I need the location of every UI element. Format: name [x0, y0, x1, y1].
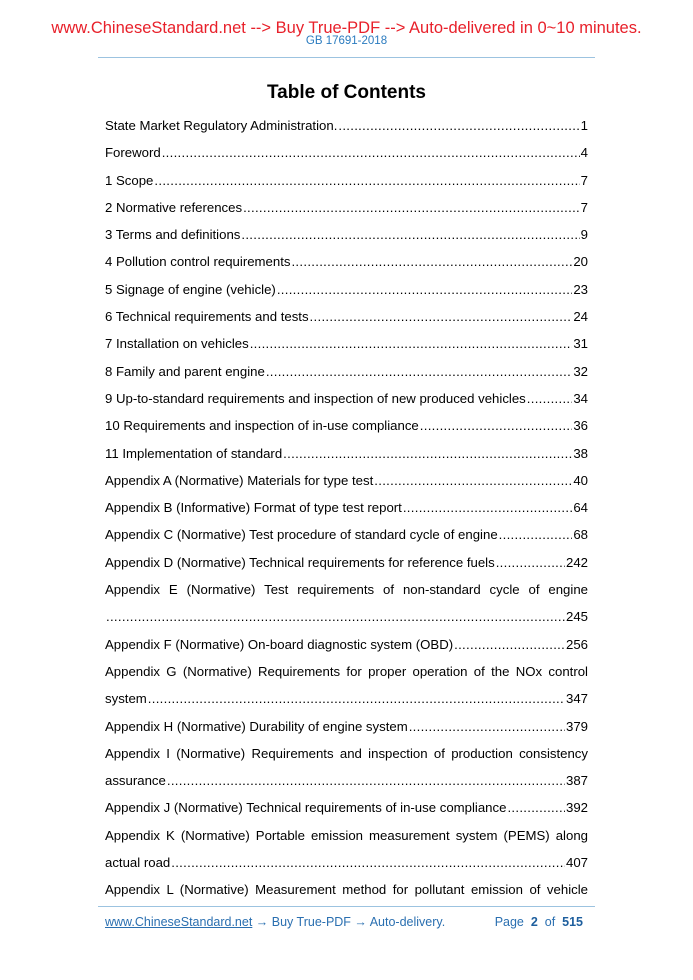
- toc-entry-page: 7: [580, 199, 588, 215]
- footer-text: → Buy True-PDF → Auto-delivery.: [252, 915, 446, 929]
- toc-entry-title: Appendix H (Normative) Durability of engine system: [105, 718, 408, 734]
- leader-dots: [420, 416, 573, 435]
- footer-link[interactable]: www.ChineseStandard.net: [105, 915, 253, 929]
- toc-entry-title: Appendix D (Normative) Technical requirements for reference fuels: [105, 554, 495, 570]
- toc-entry-page: 347: [565, 691, 588, 707]
- toc-entry-page: 256: [565, 636, 588, 652]
- toc-entry-title: 1 Scope: [105, 172, 154, 188]
- promo-banner[interactable]: www.ChineseStandard.net --> Buy True-PDF --> Auto-delivered in 0~10 minutes.: [51, 19, 642, 37]
- toc-entry-page: 242: [565, 554, 588, 570]
- leader-dots: [291, 252, 572, 271]
- toc-entry-title: Appendix I (Normative) Requirements and inspection of production consistency: [105, 745, 588, 761]
- toc-entry-title-cont: system: [105, 691, 147, 707]
- toc-entry-title: Appendix L (Normative) Measurement method for pollutant emission of vehicle: [105, 882, 588, 898]
- leader-dots: [338, 116, 579, 135]
- toc-entry-title: 3 Terms and definitions: [105, 227, 241, 243]
- toc-entry-page: 4: [580, 145, 588, 161]
- toc-entry-page: 9: [580, 227, 588, 243]
- toc-entry-page: 379: [565, 718, 588, 734]
- toc-entry[interactable]: [105, 143, 588, 170]
- toc-entry[interactable]: [105, 798, 588, 825]
- toc-entry[interactable]: [105, 717, 588, 744]
- toc-entry[interactable]: [105, 498, 588, 525]
- toc-entry-title: 4 Pollution control requirements: [105, 254, 291, 270]
- leader-dots: [374, 471, 572, 490]
- toc-entry[interactable]: [105, 334, 588, 361]
- leader-dots: [310, 307, 573, 326]
- page-title: Table of Contents: [266, 82, 427, 103]
- toc-entry[interactable]: [105, 225, 588, 252]
- footer-divider: [98, 906, 595, 907]
- toc-entry-page: 36: [573, 418, 588, 434]
- toc-entry-page: 1: [580, 118, 588, 133]
- toc-entry-title: 7 Installation on vehicles: [105, 336, 249, 352]
- leader-dots: [277, 280, 573, 299]
- footer: [105, 915, 583, 929]
- toc-entry[interactable]: [105, 580, 588, 607]
- toc-entry-page: 40: [573, 472, 588, 488]
- toc-entry-title-cont: assurance: [105, 773, 166, 789]
- toc-entry-page: 387: [565, 773, 588, 789]
- toc-entry-continuation[interactable]: [105, 607, 588, 634]
- toc-entry-title: 2 Normative references: [105, 199, 243, 215]
- leader-dots: [167, 771, 565, 790]
- toc-entry-title: 5 Signage of engine (vehicle): [105, 281, 276, 297]
- toc-entry[interactable]: [105, 362, 588, 389]
- toc-entry-page: 23: [573, 281, 588, 297]
- toc-entry-title: 9 Up-to-standard requirements and inspection of new produced vehicles: [105, 390, 526, 406]
- toc-entry[interactable]: [105, 525, 588, 552]
- leader-dots: [241, 225, 579, 244]
- toc-entry-title: 6 Technical requirements and tests: [105, 309, 309, 325]
- table-of-contents: [105, 116, 588, 908]
- leader-dots: [496, 553, 565, 572]
- toc-entry-page: 38: [573, 445, 588, 461]
- header-divider: [98, 57, 595, 58]
- leader-dots: [162, 143, 580, 162]
- toc-entry-title: Appendix E (Normative) Test requirements of non-standard cycle of engine: [105, 582, 588, 598]
- toc-entry-title: Appendix G (Normative) Requirements for proper operation of the NOx control: [105, 663, 588, 679]
- toc-entry[interactable]: [105, 252, 588, 279]
- leader-dots: [250, 334, 573, 353]
- leader-dots: [507, 798, 565, 817]
- toc-entry-page: 20: [573, 254, 588, 270]
- toc-entry-page: 245: [565, 609, 588, 625]
- toc-entry-page: 64: [573, 500, 588, 516]
- toc-entry-page: 68: [573, 527, 588, 543]
- toc-entry[interactable]: [105, 471, 588, 498]
- leader-dots: [106, 607, 565, 626]
- toc-entry-title: State Market Regulatory Administration.: [105, 118, 338, 133]
- toc-entry[interactable]: [105, 280, 588, 307]
- toc-entry[interactable]: [105, 662, 588, 689]
- toc-entry-page: 7: [580, 172, 588, 188]
- leader-dots: [154, 171, 579, 190]
- toc-entry[interactable]: [105, 826, 588, 853]
- toc-entry[interactable]: [105, 198, 588, 225]
- toc-entry[interactable]: [105, 116, 588, 143]
- toc-entry-page: 31: [573, 336, 588, 352]
- toc-entry-page: 407: [565, 855, 588, 871]
- leader-dots: [266, 362, 573, 381]
- toc-entry[interactable]: [105, 880, 588, 907]
- leader-dots: [283, 444, 572, 463]
- document-number: GB 17691-2018: [305, 35, 388, 47]
- toc-entry-title: Appendix C (Normative) Test procedure of standard cycle of engine: [105, 527, 498, 543]
- toc-entry-title: 8 Family and parent engine: [105, 363, 265, 379]
- toc-entry[interactable]: [105, 444, 588, 471]
- toc-entry[interactable]: [105, 307, 588, 334]
- toc-entry-continuation[interactable]: [105, 771, 588, 798]
- toc-entry-page: 32: [573, 363, 588, 379]
- toc-entry[interactable]: [105, 635, 588, 662]
- leader-dots: [243, 198, 580, 217]
- toc-entry-title: Appendix F (Normative) On-board diagnostic system (OBD): [105, 636, 454, 652]
- toc-entry-title: 10 Requirements and inspection of in-use compliance: [105, 418, 419, 434]
- toc-entry[interactable]: [105, 744, 588, 771]
- toc-entry-title: Foreword: [105, 145, 161, 161]
- toc-entry-title: 11 Implementation of standard: [105, 445, 283, 461]
- leader-dots: [403, 498, 572, 517]
- toc-entry-title: Appendix J (Normative) Technical requirements of in-use compliance: [105, 800, 507, 816]
- toc-entry-title-cont: actual road: [105, 855, 171, 871]
- toc-entry-continuation[interactable]: [105, 853, 588, 880]
- toc-entry-continuation[interactable]: [105, 689, 588, 716]
- toc-entry-page: 392: [565, 800, 588, 816]
- toc-entry[interactable]: [105, 171, 588, 198]
- toc-entry-title: Appendix A (Normative) Materials for type test: [105, 472, 374, 488]
- page-indicator: Page 2 of 515: [494, 915, 583, 929]
- toc-entry-title: Appendix B (Informative) Format of type test report: [105, 500, 402, 516]
- toc-entry[interactable]: [105, 389, 588, 416]
- toc-entry[interactable]: [105, 416, 588, 443]
- leader-dots: [148, 689, 565, 708]
- leader-dots: [527, 389, 573, 408]
- leader-dots: [409, 717, 565, 736]
- toc-entry-title: Appendix K (Normative) Portable emission measurement system (PEMS) along: [105, 827, 588, 843]
- toc-entry[interactable]: [105, 553, 588, 580]
- leader-dots: [454, 635, 565, 654]
- leader-dots: [171, 853, 565, 872]
- toc-entry-page: 24: [573, 309, 588, 325]
- toc-entry-page: 34: [573, 390, 588, 406]
- leader-dots: [499, 525, 573, 544]
